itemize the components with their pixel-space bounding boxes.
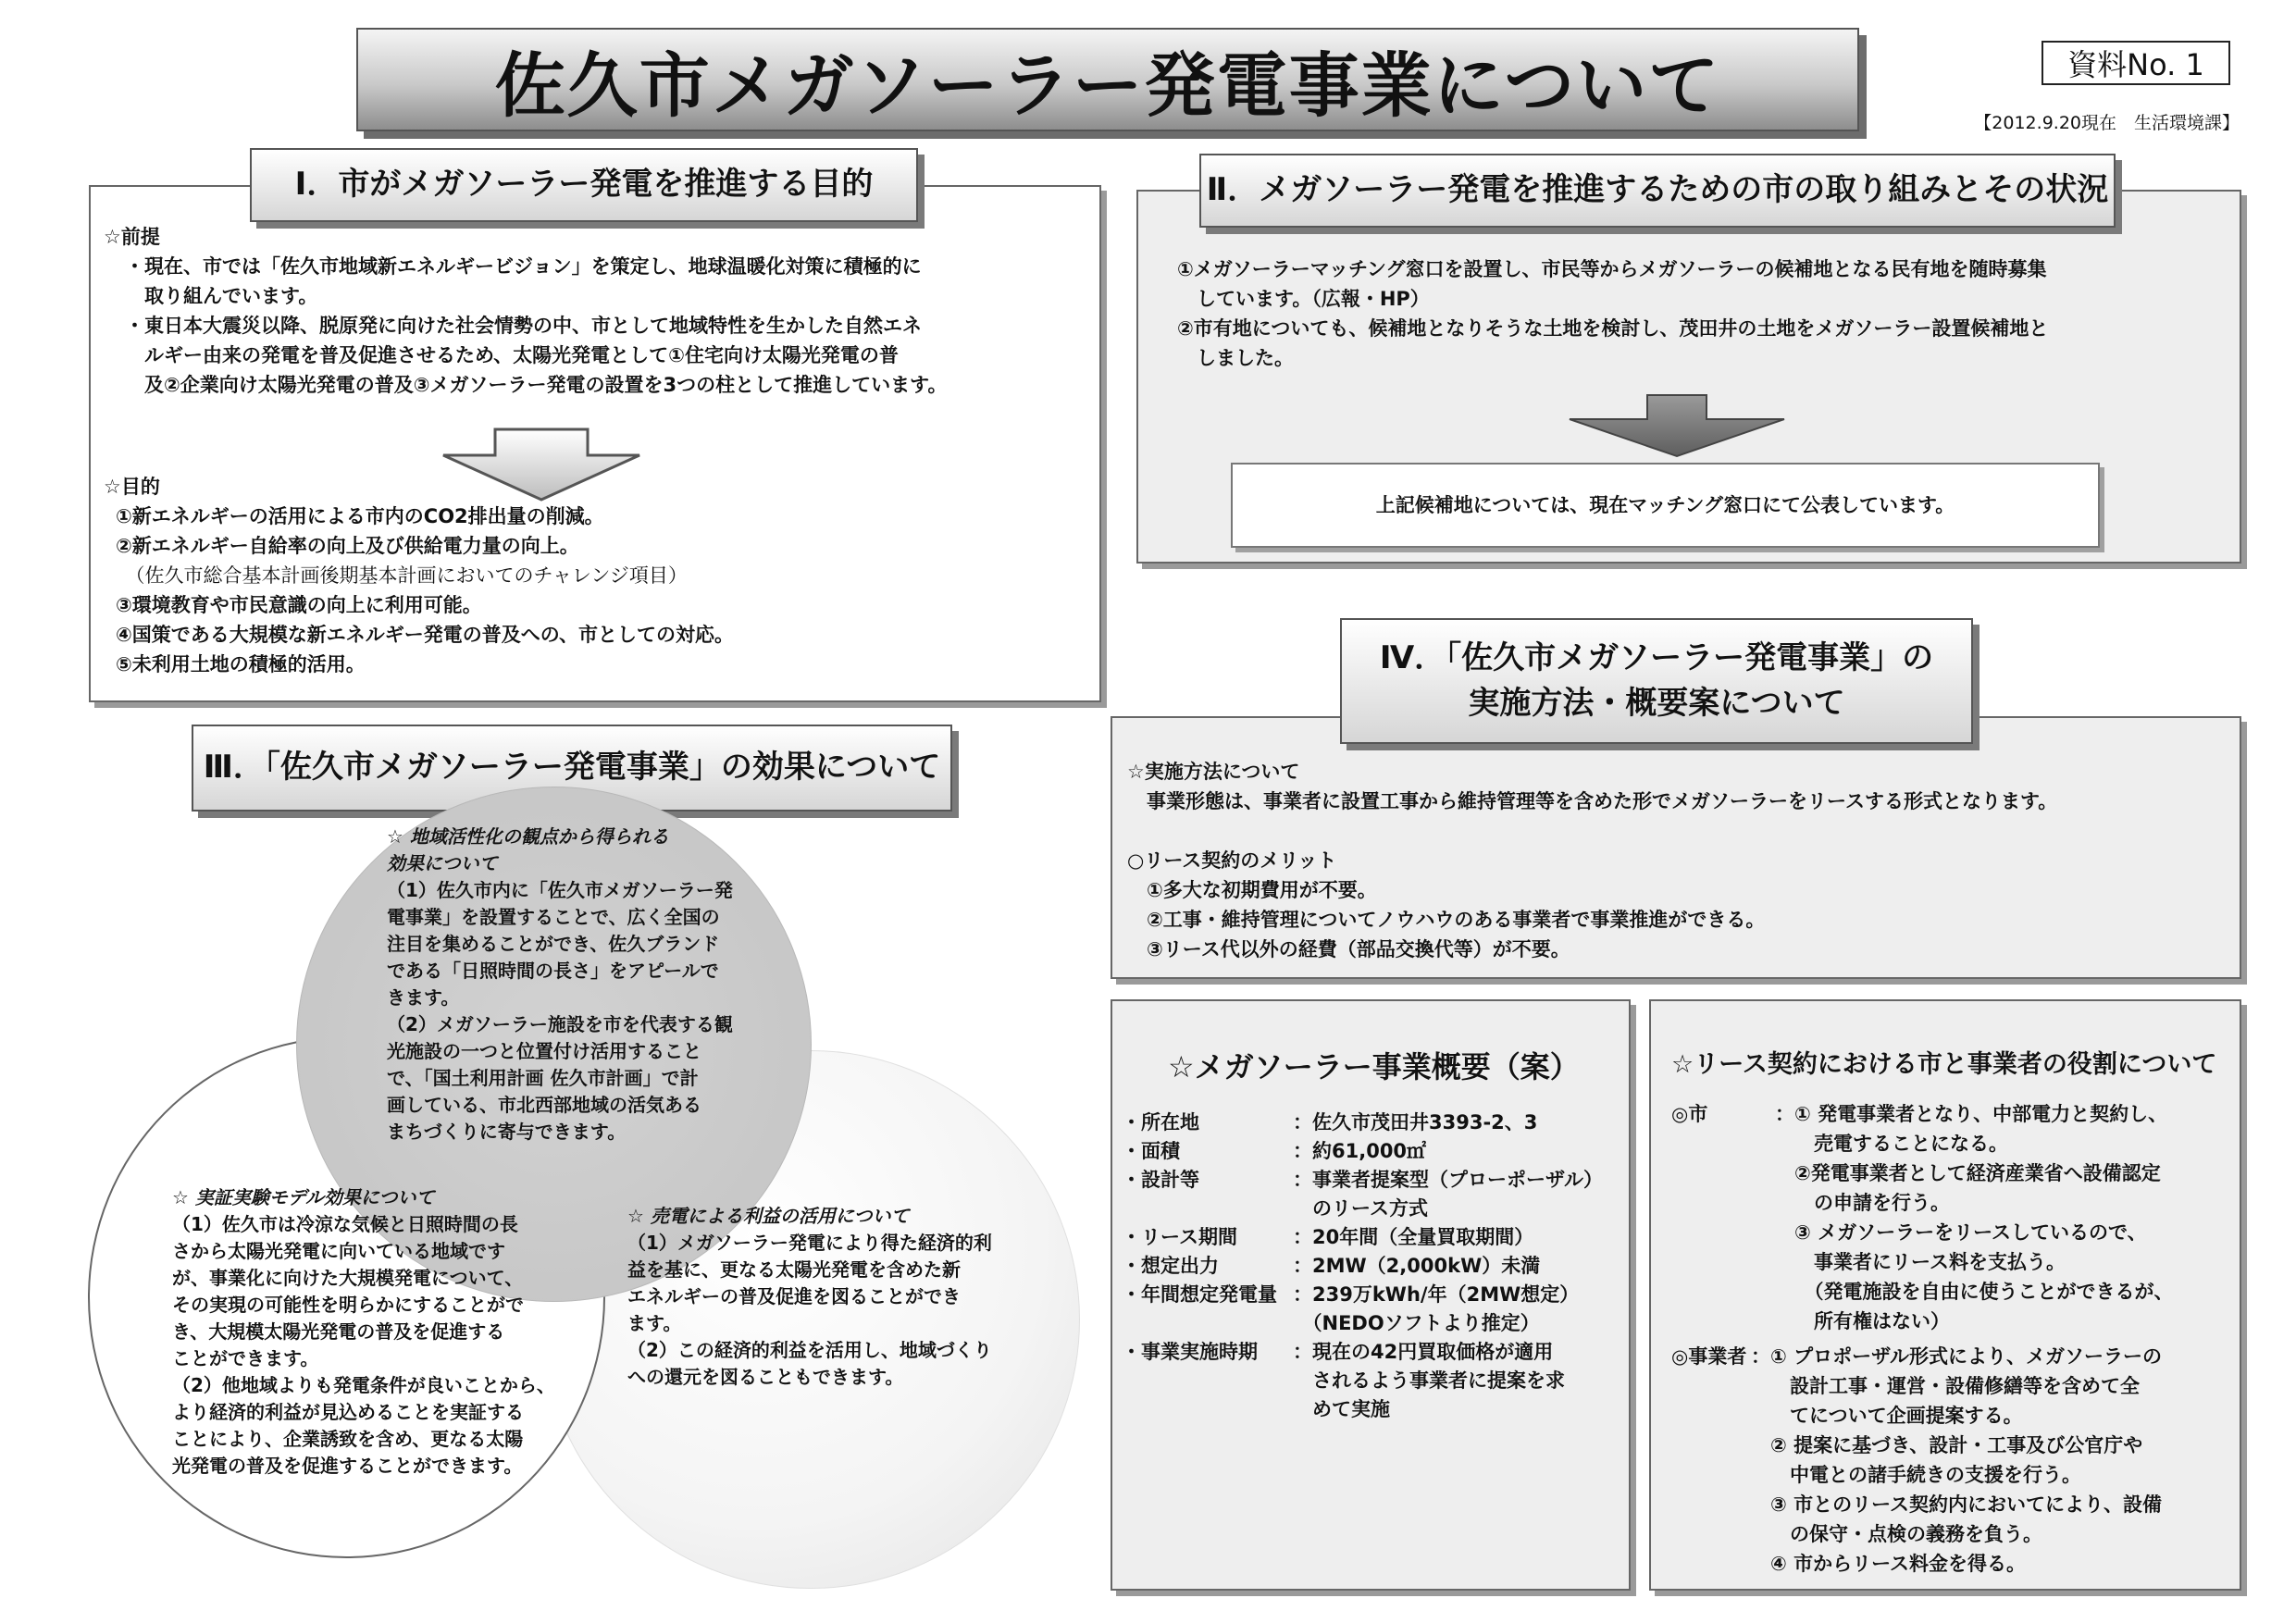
purpose-line: ②新エネルギー自給率の向上及び供給電力量の向上。: [116, 535, 579, 557]
purpose-line: ①新エネルギーの活用による市内のCO2排出量の削減。: [116, 505, 604, 527]
biz-line: の保守・点検の義務を負う。: [1751, 1523, 2042, 1545]
circle-left-line: ことにより、企業誘致を含め、更なる太陽: [172, 1428, 524, 1450]
overview-row: [1122, 1338, 1603, 1367]
premise-line: ・現在、市では「佐久市地域新エネルギービジョン」を策定し、地球温暖化対策に積極的に: [125, 255, 922, 278]
circle-right-text: [627, 1203, 992, 1391]
section1-premise-label: ☆前提: [104, 226, 160, 248]
overview-row-label: [1122, 1395, 1293, 1424]
circle-top-line: である「日照時間の長さ」をアピールで: [387, 960, 719, 982]
merit-line: ①多大な初期費用が不要。: [1127, 879, 1377, 901]
overview-row: [1122, 1223, 1603, 1252]
premise-line: ・東日本大震災以降、脱原発に向けた社会情勢の中、市として地域特性を生かした自然エネ: [125, 315, 922, 337]
circle-left-title: ☆ 実証実験モデル効果について: [172, 1186, 435, 1208]
circle-top-line: まちづくりに寄与できます。: [387, 1121, 627, 1143]
biz-line: 中電との諸手続きの支援を行う。: [1751, 1464, 2081, 1486]
overview-row-label: ・想定出力: [1122, 1255, 1219, 1277]
overview-row: [1122, 1195, 1603, 1223]
circle-top-title: 効果について: [387, 852, 498, 874]
circle-top-line: （2）メガソーラー施設を市を代表する観: [387, 1013, 733, 1035]
arrow-down-icon: [1566, 393, 1788, 458]
merit-label: ○リース契約のメリット: [1127, 849, 1337, 872]
section1-purpose-label: ☆目的: [104, 476, 160, 498]
circle-top-text: [387, 824, 733, 1146]
purpose-line: （佐久市総合基本計画後期基本計画においてのチャレンジ項目）: [116, 564, 688, 587]
section2-line: ①メガソーラーマッチング窓口を設置し、市民等からメガソーラーの候補地となる民有地を随時募集: [1177, 258, 2047, 280]
overview-row-value: めて実施: [1293, 1398, 1390, 1420]
city-line: の申請を行う。: [1775, 1192, 1950, 1214]
section1-heading: Ⅰ．市がメガソーラー発電を推進する目的: [250, 148, 918, 222]
arrow-down-icon: [440, 427, 643, 502]
circle-right-line: （2）この経済的利益を活用し、地域づくり: [627, 1339, 992, 1361]
purpose-line: ④国策である大規模な新エネルギー発電の普及への、市としての対応。: [116, 624, 734, 646]
circle-right-line: ます。: [627, 1312, 682, 1334]
section2-text: [1177, 254, 2048, 373]
section4-text: [1127, 757, 2057, 964]
circle-top-line: （1）佐久市内に「佐久市メガソーラー発: [387, 879, 733, 901]
overview-row-value: ：2MW（2,000kW）未満: [1293, 1255, 1541, 1277]
circle-top-line: 注目を集めることができ、佐久ブランド: [387, 933, 720, 955]
biz-line: ③ 市とのリース契約内においてにより、設備: [1751, 1493, 2163, 1516]
circle-left-text: [172, 1184, 555, 1480]
premise-line: ルギー由来の発電を普及促進させるため、太陽光発電として①住宅向け太陽光発電の普: [125, 344, 899, 366]
biz-line: ② 提案に基づき、設計・工事及び公官庁や: [1751, 1434, 2143, 1456]
city-line: ：① 発電事業者となり、中部電力と契約し、: [1775, 1103, 2168, 1125]
section1-premise-text: [125, 252, 948, 400]
city-line: 所有権はない）: [1775, 1310, 1950, 1332]
overview-row-label: ・所在地: [1122, 1111, 1199, 1134]
biz-line: ④ 市からリース料金を得る。: [1751, 1553, 2027, 1575]
section4-heading-line1: Ⅳ．「佐久市メガソーラー発電事業」の: [1379, 638, 1934, 676]
premise-line: 及②企業向け太陽光発電の普及③メガソーラー発電の設置を3つの柱として推進しています。: [125, 374, 948, 396]
city-line: ③ メガソーラーをリースしているので、: [1775, 1221, 2147, 1244]
overview-row-label: ・設計等: [1122, 1169, 1199, 1191]
overview-row-value: ：事業者提案型（プローポーザル）: [1293, 1169, 1603, 1191]
circle-right-line: エネルギーの普及促進を図ることができ: [627, 1285, 961, 1307]
section2-result-text: 上記候補地については、現在マッチング窓口にて公表しています。: [1375, 494, 1955, 516]
biz-line: てについて企画提案する。: [1751, 1405, 2023, 1427]
section2-heading: Ⅱ．メガソーラー発電を推進するための市の取り組みとその状況: [1199, 154, 2116, 228]
merit-line: ②工事・維持管理についてノウハウのある事業者で事業推進ができる。: [1127, 909, 1766, 931]
circle-left-line: その実現の可能性を明らかにすることがで: [172, 1294, 524, 1316]
city-line: ②発電事業者として経済産業省へ設備認定: [1775, 1162, 2161, 1184]
overview-row-label: ・事業実施時期: [1122, 1341, 1258, 1363]
overview-row-value: されるよう事業者に提案を求: [1293, 1369, 1565, 1392]
section1-purpose-text: [116, 502, 734, 679]
overview-row-label: ・面積: [1122, 1140, 1180, 1162]
circle-left-line: ことができます。: [172, 1347, 319, 1369]
biz-line: ：① プロポーザル形式により、メガソーラーの: [1751, 1345, 2163, 1368]
circle-right-title: ☆ 売電による利益の活用について: [627, 1205, 910, 1227]
section4-heading: [1340, 618, 1973, 744]
merit-line: ③リース代以外の経費（部品交換代等）が不要。: [1127, 938, 1570, 960]
overview-title: ☆メガソーラー事業概要（案）: [1168, 1049, 1580, 1084]
overview-table: [1122, 1109, 1603, 1424]
circle-right-line: への還元を図ることもできます。: [627, 1366, 904, 1388]
circle-left-line: が、事業化に向けた大規模発電について、: [172, 1267, 524, 1289]
overview-row-value: ：20年間（全量買取期間）: [1293, 1226, 1534, 1248]
roles-biz-label: ◎事業者: [1671, 1345, 1747, 1368]
circle-right-line: （1）メガソーラー発電により得た経済的利: [627, 1232, 992, 1254]
overview-row-label: [1122, 1195, 1293, 1223]
overview-row: [1122, 1367, 1603, 1395]
method-label: ☆実施方法について: [1127, 761, 1300, 783]
overview-row-value: ：239万kWh/年（2MW想定）: [1293, 1283, 1580, 1306]
circle-left-line: より経済的利益が見込めることを実証する: [172, 1401, 524, 1423]
circle-top-line: で、「国土利用計画 佐久市計画」で計: [387, 1067, 699, 1089]
premise-line: 取り組んでいます。: [125, 285, 318, 307]
circle-left-line: さから太陽光発電に向いている地域です: [172, 1240, 505, 1262]
circle-top-title: ☆ 地域活性化の観点から得られる: [387, 825, 669, 848]
biz-line: 設計工事・運営・設備修繕等を含めて全: [1751, 1375, 2140, 1397]
circle-right-line: 益を基に、更なる太陽光発電を含めた新: [627, 1258, 961, 1281]
section4-heading-line2: 実施方法・概要案について: [1468, 685, 1845, 722]
overview-row: [1122, 1109, 1603, 1137]
circle-top-line: 画している、市北西部地域の活気ある: [387, 1094, 701, 1116]
section2-line: しました。: [1177, 347, 1294, 369]
circle-left-line: 光発電の普及を促進することができます。: [172, 1455, 523, 1477]
overview-row-label: [1122, 1309, 1293, 1338]
overview-row-value: ：現在の42円買取価格が適用: [1293, 1341, 1554, 1363]
roles-biz-text: [1751, 1342, 2162, 1579]
section2-line: しています。（広報・HP）: [1177, 288, 1430, 310]
section2-result-box: [1231, 463, 2100, 548]
document-title: 佐久市メガソーラー発電事業について: [494, 43, 1721, 127]
circle-left-line: （1）佐久市は冷涼な気候と日照時間の長: [172, 1213, 518, 1235]
overview-row-value: （NEDOソフトより推定）: [1293, 1312, 1540, 1334]
overview-row-value: ：佐久市茂田井3393-2、3: [1293, 1111, 1538, 1134]
overview-row: [1122, 1166, 1603, 1195]
overview-row-value: ：約61,000㎡: [1293, 1140, 1427, 1162]
overview-row-label: [1122, 1367, 1293, 1395]
circle-top-line: 電事業」を設置することで、広く全国の: [387, 906, 720, 928]
roles-city-text: [1775, 1099, 2174, 1336]
overview-row-label: ・年間想定発電量: [1122, 1283, 1277, 1306]
overview-row-label: ・リース期間: [1122, 1226, 1237, 1248]
section2-line: ②市有地についても、候補地となりそうな土地を検討し、茂田井の土地をメガソーラー設置候補地と: [1177, 317, 2049, 340]
circle-top-line: 光施設の一つと位置付け活用すること: [387, 1040, 701, 1062]
overview-row-value: のリース方式: [1293, 1197, 1428, 1220]
date-department: 【2012.9.20現在 生活環境課】: [1974, 113, 2240, 133]
method-text: 事業形態は、事業者に設置工事から維持管理等を含めた形でメガソーラーをリースする形式となります。: [1127, 790, 2058, 812]
overview-row: [1122, 1309, 1603, 1338]
city-line: 事業者にリース料を支払う。: [1775, 1251, 2066, 1273]
overview-row: [1122, 1395, 1603, 1424]
circle-top-line: きます。: [387, 986, 460, 1009]
circle-left-line: き、大規模太陽光発電の普及を促進する: [172, 1320, 505, 1343]
purpose-line: ⑤未利用土地の積極的活用。: [116, 653, 366, 675]
section3-heading: Ⅲ．「佐久市メガソーラー発電事業」の効果について: [192, 725, 952, 812]
roles-title: ☆リース契約における市と事業者の役割について: [1671, 1050, 2217, 1079]
circle-left-line: （2）他地域よりも発電条件が良いことから、: [172, 1374, 555, 1396]
city-line: 売電することになる。: [1775, 1133, 2008, 1155]
purpose-line: ③環境教育や市民意識の向上に利用可能。: [116, 594, 482, 616]
overview-row: [1122, 1281, 1603, 1309]
overview-row: [1122, 1137, 1603, 1166]
document-number: 資料No. 1: [2042, 41, 2230, 85]
city-line: （発電施設を自由に使うことができるが、: [1775, 1281, 2174, 1303]
document-title-bar: [356, 28, 1859, 131]
roles-city-label: ◎市: [1671, 1103, 1708, 1125]
overview-row: [1122, 1252, 1603, 1281]
